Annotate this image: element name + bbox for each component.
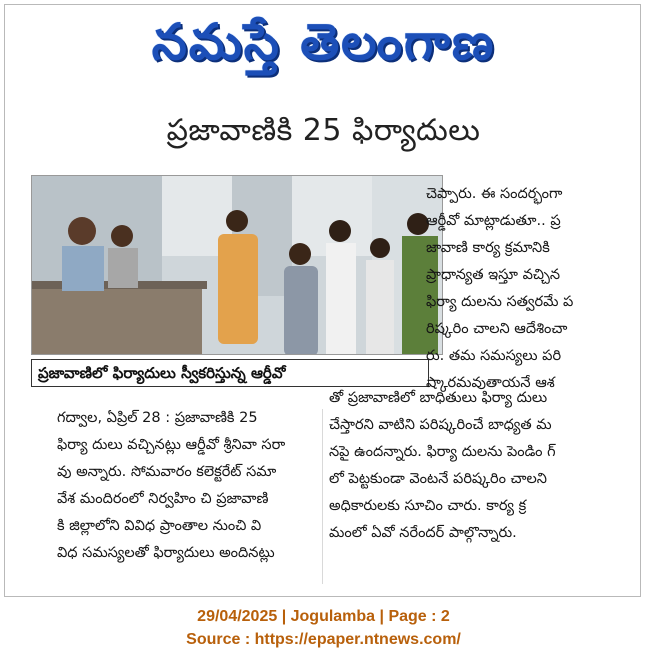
text-line: చేస్తారని వాటిని పరిష్కరించే బాధ్యత మ: [329, 417, 552, 433]
footer-source: Source : https://epaper.ntnews.com/: [186, 631, 461, 648]
right-column-lower: [329, 385, 625, 547]
right-column: [426, 181, 622, 397]
article-photo: [31, 175, 443, 355]
text-line: వు అన్నారు. సోమవారం కలెక్టరేట్ సమా: [57, 464, 277, 480]
text-line: ప్రాధాన్యత ఇస్తూ వచ్చిన: [426, 267, 561, 283]
text-line: నపై ఉందన్నారు. ఫిర్యా దులను పెండిం గ్: [329, 444, 556, 460]
masthead: [5, 7, 642, 83]
photo-illustration: [32, 176, 443, 355]
article-headline: ప్రజావాణికి 25 ఫిర్యాదులు: [166, 113, 481, 148]
footer-date-edition: 29/04/2025 | Jogulamba | Page : 2: [197, 608, 450, 625]
text-line: రిష్కరిం చాలని ఆదేశించా: [426, 321, 568, 337]
text-line: లో పెట్టకుండా వెంటనే పరిష్కరిం చాలని: [329, 471, 547, 487]
text-line: ఆర్డీవో మాట్లాడుతూ.. ప్ర: [426, 213, 561, 229]
photo-caption: ప్రజావాణిలో ఫిర్యాదులు స్వీకరిస్తున్న ఆర్డీవో: [31, 359, 429, 387]
column-divider: [322, 409, 323, 584]
text-line: జావాణి కార్య క్రమానికి: [426, 240, 550, 256]
text-line: గద్వాల, ఏప్రిల్ 28 : ప్రజావాణికి 25: [57, 410, 258, 426]
text-line: విధ సమస్యలతో ఫిర్యాదులు అందినట్లు: [57, 545, 275, 561]
newspaper-clipping: [4, 4, 641, 597]
masthead-title: నమస్తే తెలంగాణ: [151, 13, 496, 71]
text-line: ష్కారమవుతాయనే ఆశ: [426, 375, 555, 391]
text-line: మంలో ఏవో నరేందర్ పాల్గొన్నారు.: [329, 525, 517, 541]
text-line: రు. తమ సమస్యలు పరి: [426, 348, 562, 364]
text-line: వేశ మందిరంలో నిర్వహిం చి ప్రజావాణి: [57, 491, 269, 507]
text-line: చెప్పారు. ఈ సందర్భంగా: [426, 186, 563, 202]
text-line: అధికారులకు సూచిం చారు. కార్య క్ర: [329, 498, 527, 514]
text-line: ఫిర్యా దులను సత్వరమే ప: [426, 294, 574, 310]
text-line: తో ప్రజావాణిలో బాధితులు ఫిర్యా దులు: [329, 390, 548, 406]
text-line: ఫిర్యా దులు వచ్చినట్లు ఆర్డీవో శ్రీనివా సరా: [57, 437, 286, 453]
left-column: [57, 405, 319, 567]
text-line: కి జిల్లాలోని వివిధ ప్రాంతాల నుంచి వి: [57, 518, 262, 534]
